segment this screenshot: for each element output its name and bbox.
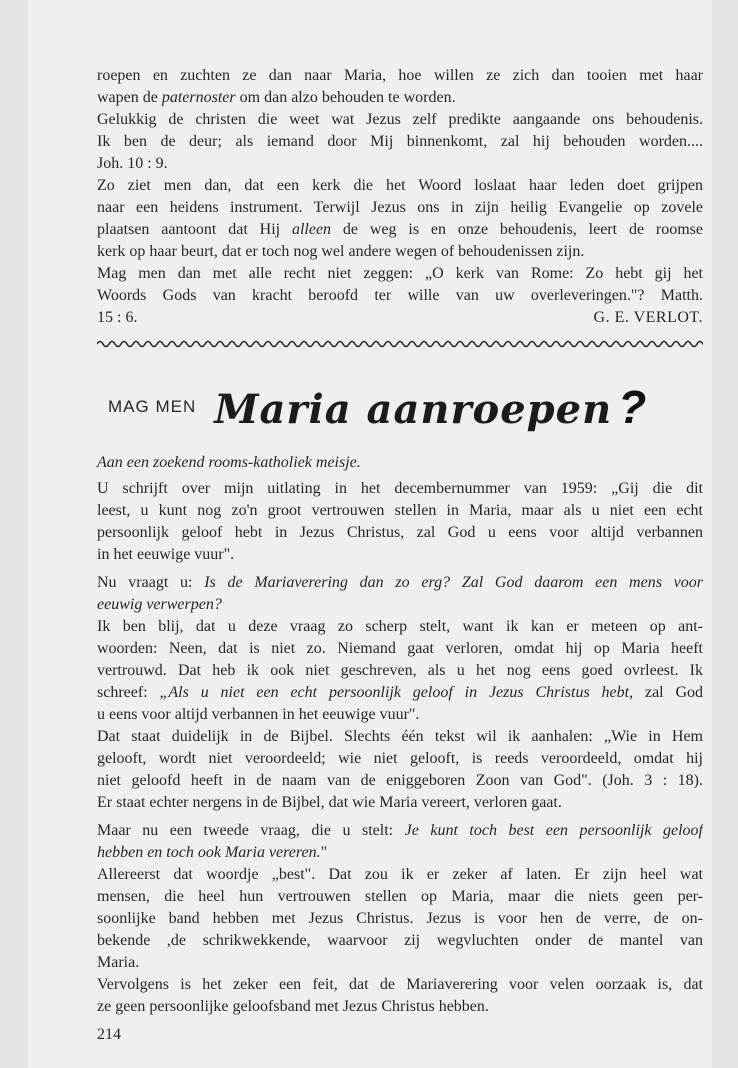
text-line xyxy=(97,594,703,616)
heading-title xyxy=(214,380,647,434)
text-line xyxy=(97,770,703,792)
text-line xyxy=(97,131,703,153)
text: ze geen persoonlijke geloofsband met Jezus Christus hebben. xyxy=(97,998,489,1015)
text: U schrijft over mijn uitlating in het decembernummer van 1959: „Gij die dit xyxy=(97,480,703,497)
paragraph xyxy=(97,478,703,566)
text: niet geloofd heeft in de naam van de eniggeboren Zoon van God". (Joh. 3 : 18). xyxy=(97,772,703,789)
page-number: 214 xyxy=(97,1026,121,1043)
text-line xyxy=(97,864,703,886)
text-line xyxy=(97,500,703,522)
text-line xyxy=(97,175,703,197)
text: mensen, die heel hun vertrouwen stellen op Maria, maar die niets geen per- xyxy=(97,888,703,905)
text: Ik ben de deur; als iemand door Mij binnenkomt, zal hij behouden worden.... xyxy=(97,133,703,150)
text-line xyxy=(97,726,703,748)
text: leest, u kunt nog zo'n groot vertrouwen stellen in Maria, maar als u niet een echt xyxy=(97,502,703,519)
text-line xyxy=(97,572,703,594)
paragraph xyxy=(97,864,703,974)
paragraph xyxy=(97,616,703,726)
text: u eens voor altijd verbannen in het eeuwige vuur". xyxy=(97,706,420,723)
text-line xyxy=(97,638,703,660)
paragraph xyxy=(97,109,703,175)
text-line xyxy=(97,544,703,566)
text-line xyxy=(97,886,703,908)
author-signature: G. E. VERLOT. xyxy=(593,309,703,326)
text: soonlijke band hebben met Jezus Christus. Jezus is voor hen de verre, de on- xyxy=(97,910,703,927)
text-line xyxy=(97,263,703,285)
text-line xyxy=(97,285,703,307)
text: Er staat echter nergens in de Bijbel, dat wie Maria vereert, verloren gaat. xyxy=(97,794,562,811)
text: Woords Gods van kracht beroofd ter wille van uw overleveringen."? Matth. xyxy=(97,287,703,304)
paragraph xyxy=(97,572,703,616)
text-line xyxy=(97,908,703,930)
wavy-divider-line xyxy=(97,342,703,347)
text: kerk op haar beurt, dat er toch nog wel andere wegen of behoudenissen zijn. xyxy=(97,243,585,260)
text-line xyxy=(97,748,703,770)
text: gelooft, wordt niet veroordeeld; wie niet gelooft, is reeds veroordeeld, omdat hij xyxy=(97,750,703,767)
text: bekende ,de schrikwekkende, waarvoor zij wegvluchten onder de mantel van xyxy=(97,932,703,949)
article-body xyxy=(97,478,703,1018)
text-line xyxy=(97,704,703,726)
italic-text: „Als u niet een echt persoonlijk geloof in Jezus Christus hebt xyxy=(159,684,630,701)
article-subtitle: Aan een zoekend rooms-katholiek meisje. xyxy=(97,454,361,471)
paragraph xyxy=(97,65,703,109)
heading-title-text: Maria aanroepen xyxy=(214,386,613,433)
text: , zal God xyxy=(629,684,703,701)
text: plaatsen aantoont dat Hij xyxy=(97,221,292,238)
text: Mag men dan met alle recht niet zeggen: „O kerk van Rome: Zo hebt gij het xyxy=(97,265,703,282)
text: " xyxy=(320,844,328,861)
text: om dan alzo behouden te worden. xyxy=(235,89,456,106)
text: Ik ben blij, dat u deze vraag zo scherp stelt, want ik kan er meteen op ant- xyxy=(97,618,703,635)
italic-text: eeuwig verwerpen? xyxy=(97,596,222,613)
text-line xyxy=(97,87,703,109)
text: persoonlijk geloof hebt in Jezus Christus, zal God u eens voor altijd verbannen xyxy=(97,524,703,541)
paragraph xyxy=(97,175,703,263)
italic-text: Is de Mariaverering dan zo erg? Zal God daarom een mens voor xyxy=(204,574,703,591)
wavy-divider xyxy=(97,337,703,351)
text: Allereerst dat woordje „best". Dat zou ik er zeker af laten. Er zijn heel wat xyxy=(97,866,703,883)
text-line xyxy=(97,219,703,241)
paragraph xyxy=(97,726,703,814)
text: Vervolgens is het zeker een feit, dat de Mariaverering voor velen oorzaak is, dat xyxy=(97,976,703,993)
italic-text: alleen xyxy=(291,221,332,238)
italic-text: paternoster xyxy=(161,89,236,106)
italic-text: Je kunt toch best een persoonlijk geloof xyxy=(404,822,703,839)
text-line xyxy=(97,974,703,996)
text-line xyxy=(97,660,703,682)
text-line xyxy=(97,65,703,87)
text-line xyxy=(97,792,703,814)
text-line xyxy=(97,820,703,842)
text-line xyxy=(97,307,703,329)
text: Zo ziet men dan, dat een kerk die het Woord loslaat haar leden doet grijpen xyxy=(97,177,703,194)
text: vertrouwd. Dat heb ik ook niet geschreven, als u het nog eens goed ovrleest. Ik xyxy=(97,662,703,679)
paragraph xyxy=(97,820,703,864)
article-heading xyxy=(108,372,647,442)
text: woorden: Neen, dat is niet zo. Niemand gaat verloren, omdat hij op Maria heeft xyxy=(97,640,703,657)
text: Maria. xyxy=(97,954,140,971)
text-line xyxy=(97,153,703,175)
paragraph xyxy=(97,263,703,329)
text: naar een heidens instrument. Terwijl Jezus ons in zijn heilig Evangelie op zovele xyxy=(97,199,703,216)
text-line xyxy=(97,842,703,864)
text: schreef: xyxy=(97,684,160,701)
text: Dat staat duidelijk in de Bijbel. Slechts één tekst wil ik aanhalen: „Wie in Hem xyxy=(97,728,703,745)
text: in het eeuwige vuur". xyxy=(97,546,235,563)
heading-kicker: MAG MEN xyxy=(108,397,197,416)
article-verlot-ending xyxy=(97,65,703,329)
italic-text: hebben en toch ook Maria vereren. xyxy=(97,844,321,861)
text: Joh. 10 : 9. xyxy=(97,155,168,172)
text: Gelukkig de christen die weet wat Jezus zelf predikte aangaande ons behoudenis. xyxy=(97,111,703,128)
text: 15 : 6. xyxy=(97,309,138,326)
text: de weg is en onze behoudenis, leert de roomse xyxy=(331,221,703,238)
text-line xyxy=(97,616,703,638)
text-line xyxy=(97,682,703,704)
text-line xyxy=(97,930,703,952)
text-line xyxy=(97,241,703,263)
text: Maar nu een tweede vraag, die u stelt: xyxy=(97,822,405,839)
text-line xyxy=(97,952,703,974)
text-line xyxy=(97,996,703,1018)
text: roepen en zuchten ze dan naar Maria, hoe willen ze zich dan tooien met haar xyxy=(97,67,703,84)
heading-question-mark: ? xyxy=(618,381,648,433)
paragraph xyxy=(97,974,703,1018)
text: Nu vraagt u: xyxy=(97,574,205,591)
text-line xyxy=(97,522,703,544)
text-line xyxy=(97,478,703,500)
text-line xyxy=(97,197,703,219)
text-line xyxy=(97,109,703,131)
text: wapen de xyxy=(97,89,162,106)
